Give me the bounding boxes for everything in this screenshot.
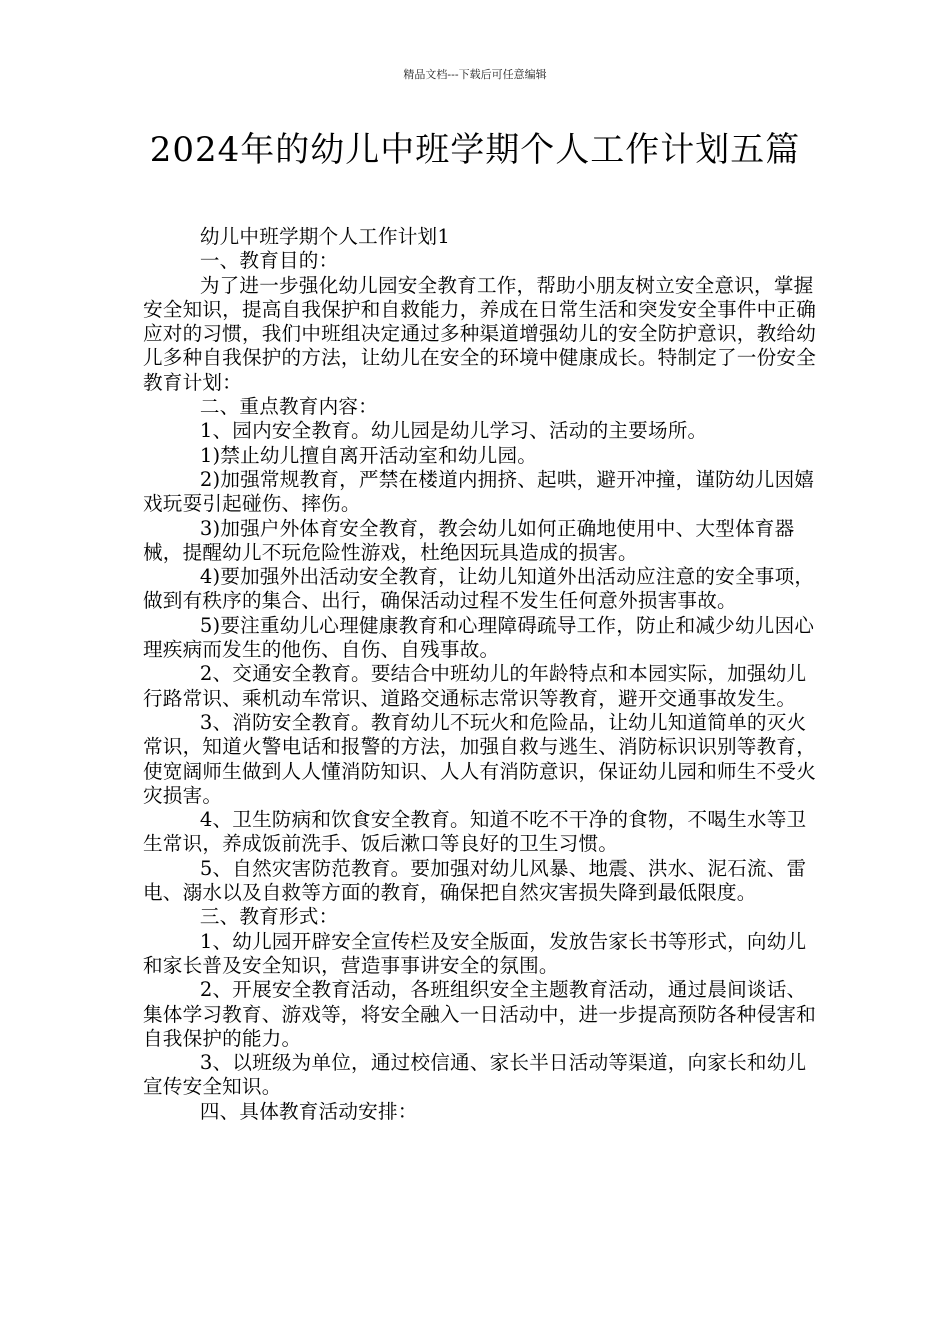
page-header: 精品文档---下载后可任意编辑 [403, 68, 547, 81]
paragraph: 2)加强常规教育，严禁在楼道内拥挤、起哄，避开冲撞，谨防幼儿因嬉戏玩耍引起碰伤、摔伤。 [143, 467, 815, 516]
paragraph: 幼儿中班学期个人工作计划1 [199, 225, 451, 248]
paragraph: 4、卫生防病和饮食安全教育。知道不吃不干净的食物，不喝生水等卫生常识，养成饭前洗手、饭后漱口等良好的卫生习惯。 [143, 808, 807, 856]
paragraph: 3)加强户外体育安全教育，教会幼儿如何正确地使用中、大型体育器械，提醒幼儿不玩危险性游戏，杜绝因玩具造成的损害。 [143, 516, 795, 564]
paragraph: 3、以班级为单位，通过校信通、家长半日活动等渠道，向家长和幼儿宣传安全知识。 [143, 1051, 807, 1099]
paragraph: 3、消防安全教育。教育幼儿不玩火和危险品，让幼儿知道简单的灭火常识，知道火警电话和报警的方法，加强自救与逃生、消防标识识别等教育，使宽阔师生做到人人懂消防知识、人人有消防意识，保证幼儿园和师生不受火灾损害。 [143, 710, 816, 807]
document-title: 2024年的幼儿中班学期个人工作计划五篇 [149, 130, 801, 170]
paragraph: 2、开展安全教育活动，各班组织安全主题教育活动，通过晨间谈话、集体学习教育、游戏等，将安全融入一日活动中，进一步提高预防各种侵害和自我保护的能力。 [143, 978, 816, 1050]
paragraph: 5、自然灾害防范教育。要加强对幼儿风暴、地震、洪水、泥石流、雷电、溺水以及自救等方面的教育，确保把自然灾害损失降到最低限度。 [143, 856, 807, 905]
paragraph: 4)要加强外出活动安全教育，让幼儿知道外出活动应注意的安全事项，做到有秩序的集合、出行，确保活动过程不发生任何意外损害事故。 [143, 565, 815, 613]
paragraph: 1、园内安全教育。幼儿园是幼儿学习、活动的主要场所。 [199, 419, 708, 443]
paragraph: 2、交通安全教育。要结合中班幼儿的年龄特点和本园实际，加强幼儿行路常识、乘机动车常识、道路交通标志常识等教育，避开交通事故发生。 [143, 662, 807, 710]
paragraph: 5)要注重幼儿心理健康教育和心理障碍疏导工作，防止和减少幼儿因心理疾病而发生的他伤、自伤、自残事故。 [143, 613, 815, 662]
paragraph: 为了进一步强化幼儿园安全教育工作，帮助小朋友树立安全意识，掌握安全知识，提高自我保护和自救能力，养成在日常生活和突发安全事件中正确应对的习惯，我们中班组决定通过多种渠道增强幼儿的安全防护意识，教给幼儿多种自我保护的方法，让幼儿在安全的环境中健康成长。特制定了一份安全教育计划： [143, 273, 816, 394]
paragraph: 二、重点教育内容： [199, 395, 378, 419]
paragraph: 四、具体教育活动安排： [199, 1099, 418, 1123]
paragraph: 三、教育形式： [199, 905, 339, 929]
document-body [143, 225, 823, 1124]
paragraph: 1)禁止幼儿擅自离开活动室和幼儿园。 [199, 443, 538, 467]
paragraph: 一、教育目的： [199, 249, 339, 273]
paragraph: 1、幼儿园开辟安全宣传栏及安全版面，发放告家长书等形式，向幼儿和家长普及安全知识，营造事事讲安全的氛围。 [143, 929, 807, 977]
